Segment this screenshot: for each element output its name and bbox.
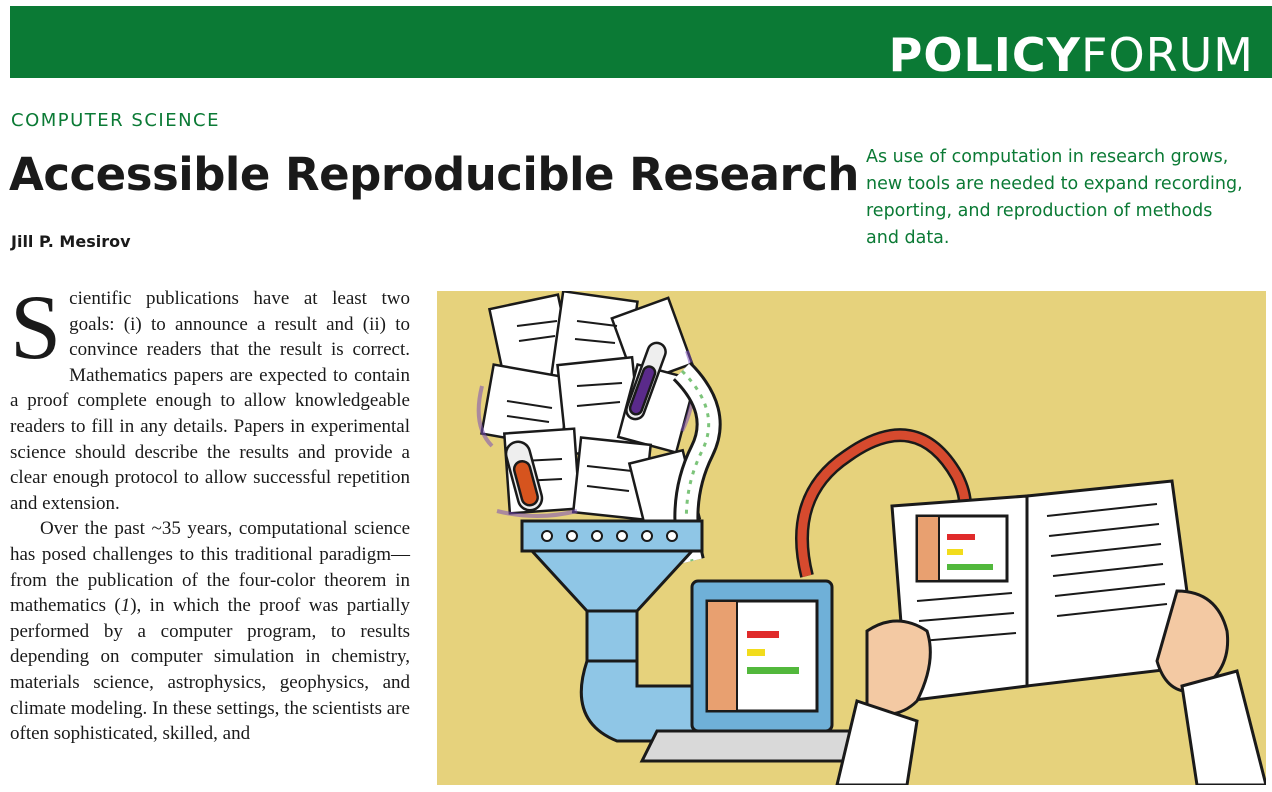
book-bar-red (947, 534, 975, 540)
paragraph-2-text-b: ), in which the proof was partially performed by a computer program, to results depending on computer simulation in chemistry, materials science, astrophysics, geophysics, and climate modeling. In these settings, the scientists are often sophisticated, skilled, and (10, 595, 410, 745)
cartoon-illustration (437, 291, 1266, 785)
article-title: Accessible Reproducible Research (9, 148, 859, 201)
paragraph-2-text-a: Over the past ~35 years, computational science has posed challenges to this traditional paradigm—from the publication of the four-color theorem in mathematics ( (10, 518, 410, 617)
laptop-bar-red (747, 631, 779, 638)
open-book (892, 481, 1197, 701)
body-column (10, 276, 410, 747)
book-bar-yellow (947, 549, 963, 555)
book-bar-green (947, 564, 993, 570)
article-deck: As use of computation in research grows, new tools are needed to expand recording, reporting, and reproduction of methods and data. (866, 147, 1243, 248)
laptop-bar-yellow (747, 649, 765, 656)
banner-title-bold: POLICY (888, 28, 1081, 82)
drop-cap: S (10, 276, 62, 378)
illustration-svg (437, 291, 1266, 785)
reference-number: 1 (120, 595, 131, 617)
banner-title-light: FORUM (1081, 28, 1254, 82)
author-name: Jill P. Mesirov (11, 232, 131, 251)
paragraph-2 (10, 516, 410, 746)
banner-title (889, 28, 1254, 82)
flying-papers (482, 291, 700, 531)
laptop-bar-green (747, 667, 799, 674)
paragraph-1 (10, 276, 410, 516)
policy-forum-banner (10, 6, 1272, 82)
paragraph-1-text: cientific publications have at least two goals: (i) to announce a result and (ii) to convince readers that the result is correct. Mathematics papers are expected to contain a proof complete enough to allow knowledgeable readers to fill in any details. Papers in experimental science should describe the results and provide a clear enough protocol to allow successful repetition and extension. (10, 288, 410, 514)
section-label: COMPUTER SCIENCE (11, 110, 220, 131)
